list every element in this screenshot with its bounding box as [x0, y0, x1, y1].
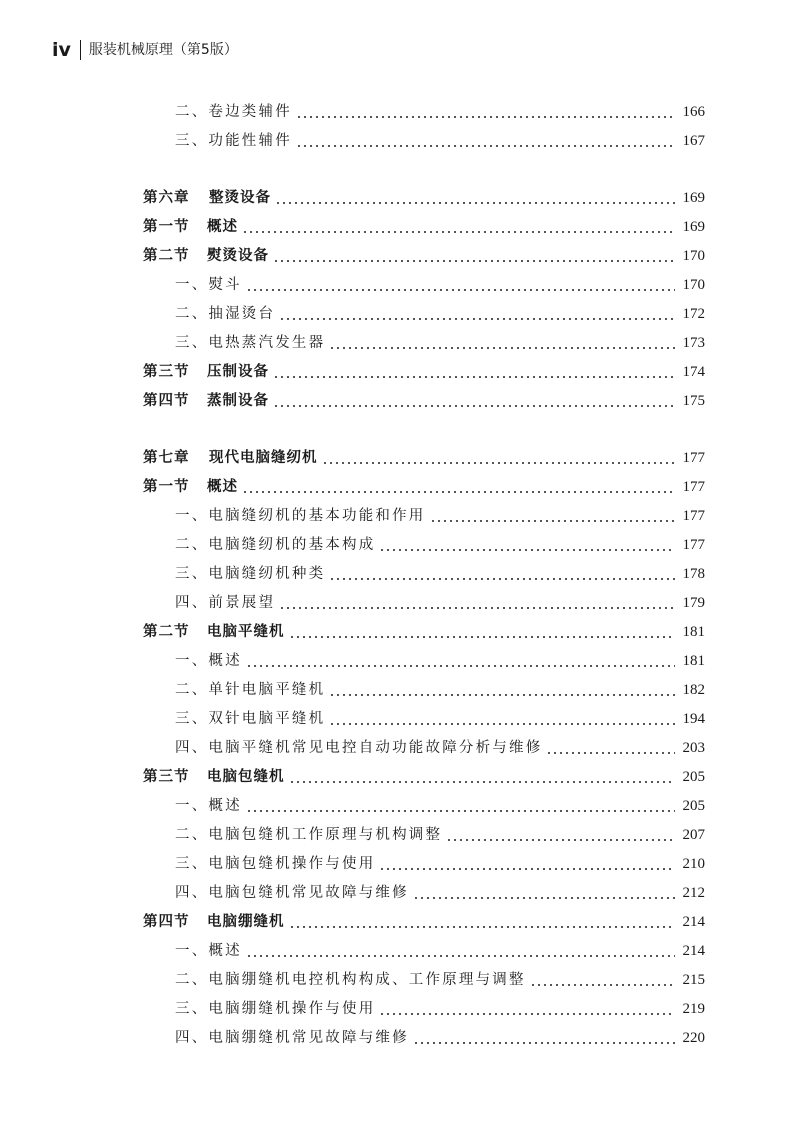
toc-entry-label: 二、电脑绷缝机电控机构构成、工作原理与调整	[175, 972, 526, 988]
dot-leader	[430, 509, 676, 523]
chapter-number: 第七章	[143, 449, 190, 466]
dot-leader	[446, 828, 675, 842]
page-number: iv	[52, 39, 71, 61]
section-title: 熨烫设备	[207, 247, 269, 264]
toc-entry-label: 三、功能性辅件	[175, 133, 292, 149]
dot-leader	[289, 625, 676, 639]
section-number: 第四节	[143, 913, 190, 930]
section-title: 概述	[207, 478, 238, 495]
toc-page-number: 182	[682, 682, 705, 698]
toc-section-entry[interactable]	[143, 388, 705, 414]
dot-leader	[379, 857, 675, 871]
dot-leader	[413, 886, 675, 900]
toc-page-number: 181	[682, 624, 705, 640]
toc-entry-label: 三、双针电脑平缝机	[175, 711, 326, 727]
toc-entry-label: 二、电脑包缝机工作原理与机构调整	[175, 827, 443, 843]
toc-page-number: 177	[682, 450, 705, 466]
toc-entry[interactable]	[175, 330, 705, 356]
toc-entry[interactable]	[175, 793, 705, 819]
chapter-title: 整烫设备	[209, 189, 271, 206]
toc-entry-label: 二、抽湿烫台	[175, 306, 276, 322]
toc-page-number: 207	[682, 827, 705, 843]
toc-entry[interactable]	[175, 1025, 705, 1051]
toc-page-number: 170	[682, 277, 705, 293]
toc-entry-label: 四、电脑包缝机常见故障与维修	[175, 885, 409, 901]
toc-entry-label: 一、概述	[175, 653, 242, 669]
section-title: 概述	[207, 218, 238, 235]
toc-page-number: 179	[682, 595, 705, 611]
toc-page-number: 174	[682, 364, 705, 380]
section-number: 第一节	[143, 478, 190, 495]
dot-leader	[329, 712, 675, 726]
dot-leader	[289, 915, 676, 929]
toc-entry[interactable]	[175, 880, 705, 906]
toc-page-number: 177	[682, 537, 705, 553]
section-number: 第三节	[143, 363, 190, 380]
dot-leader	[273, 365, 675, 379]
toc-section-entry[interactable]	[143, 619, 705, 645]
dot-leader	[289, 770, 676, 784]
toc-section-entry[interactable]	[143, 359, 705, 385]
toc-entry[interactable]	[175, 532, 705, 558]
toc-entry-label: 四、电脑平缝机常见电控自动功能故障分析与维修	[175, 740, 543, 756]
toc-entry-label: 一、熨斗	[175, 277, 242, 293]
dot-leader	[322, 451, 676, 465]
section-title: 电脑平缝机	[207, 623, 285, 640]
toc-page-number: 170	[682, 248, 705, 264]
dot-leader	[329, 336, 675, 350]
toc-page-number: 167	[682, 133, 705, 149]
toc-page-number: 177	[682, 508, 705, 524]
toc-entry[interactable]	[175, 938, 705, 964]
dot-leader	[296, 105, 675, 119]
section-number: 第二节	[143, 247, 190, 264]
toc-page-number: 178	[682, 566, 705, 582]
section-title: 电脑包缝机	[207, 768, 285, 785]
toc-entry-label: 四、前景展望	[175, 595, 276, 611]
dot-leader	[279, 307, 675, 321]
toc-entry-label: 三、电脑绷缝机操作与使用	[175, 1001, 376, 1017]
section-number: 第三节	[143, 768, 190, 785]
dot-leader	[530, 973, 675, 987]
toc-section-entry[interactable]	[143, 909, 705, 935]
section-title: 蒸制设备	[207, 392, 269, 409]
toc-entry[interactable]	[175, 996, 705, 1022]
toc-entry[interactable]	[175, 503, 705, 529]
toc-entry-label: 三、电脑包缝机操作与使用	[175, 856, 376, 872]
chapter-title: 现代电脑缝纫机	[209, 449, 318, 466]
dot-leader	[296, 134, 675, 148]
toc-entry[interactable]	[175, 272, 705, 298]
section-title: 电脑绷缝机	[207, 913, 285, 930]
section-number: 第一节	[143, 218, 190, 235]
toc-entry[interactable]	[175, 677, 705, 703]
toc-entry[interactable]	[175, 648, 705, 674]
book-title: 服装机械原理（第5版）	[88, 42, 238, 58]
toc-entry-label: 四、电脑绷缝机常见故障与维修	[175, 1030, 409, 1046]
toc-page-number: 169	[682, 190, 705, 206]
toc-entry[interactable]	[175, 561, 705, 587]
toc-entry[interactable]	[175, 706, 705, 732]
toc-entry-label: 一、概述	[175, 943, 242, 959]
toc-section-entry[interactable]	[143, 243, 705, 269]
toc-entry-label: 二、卷边类辅件	[175, 104, 292, 120]
toc-entry-label: 二、电脑缝纫机的基本构成	[175, 537, 376, 553]
toc-page-number: 214	[682, 943, 705, 959]
toc-entry[interactable]	[175, 128, 705, 154]
toc-page-number: 210	[682, 856, 705, 872]
section-number: 第四节	[143, 392, 190, 409]
toc-page-number: 212	[682, 885, 705, 901]
toc-page-number: 215	[682, 972, 705, 988]
toc-entry[interactable]	[175, 822, 705, 848]
toc-entry-label: 一、概述	[175, 798, 242, 814]
dot-leader	[329, 567, 675, 581]
toc-chapter-entry[interactable]	[143, 185, 705, 211]
toc-entry[interactable]	[175, 99, 705, 125]
dot-leader	[279, 596, 675, 610]
toc-entry-label: 一、电脑缝纫机的基本功能和作用	[175, 508, 426, 524]
dot-leader	[329, 683, 675, 697]
toc-section-entry[interactable]	[143, 214, 705, 240]
toc-chapter-entry[interactable]	[143, 445, 705, 471]
dot-leader	[273, 249, 675, 263]
toc-section-entry[interactable]	[143, 764, 705, 790]
dot-leader	[379, 538, 675, 552]
toc-entry[interactable]	[175, 851, 705, 877]
toc-page-number: 175	[682, 393, 705, 409]
toc-entry-label: 二、单针电脑平缝机	[175, 682, 326, 698]
toc-entry[interactable]	[175, 301, 705, 327]
toc-entry-label: 三、电热蒸汽发生器	[175, 335, 326, 351]
dot-leader	[246, 654, 675, 668]
dot-leader	[246, 799, 675, 813]
toc-page-number: 169	[682, 219, 705, 235]
toc-entry[interactable]	[175, 967, 705, 993]
dot-leader	[246, 944, 675, 958]
toc-page-number: 214	[682, 914, 705, 930]
toc-page-number: 173	[682, 335, 705, 351]
toc-page-number: 177	[682, 479, 705, 495]
toc-page-number: 219	[682, 1001, 705, 1017]
toc-page-number: 172	[682, 306, 705, 322]
toc-page-number: 205	[682, 798, 705, 814]
toc-page-number: 220	[682, 1030, 705, 1046]
dot-leader	[413, 1031, 675, 1045]
toc-page-number: 203	[682, 740, 705, 756]
toc-entry[interactable]	[175, 590, 705, 616]
dot-leader	[242, 220, 675, 234]
section-number: 第二节	[143, 623, 190, 640]
section-title: 压制设备	[207, 363, 269, 380]
dot-leader	[242, 480, 675, 494]
toc-entry[interactable]	[175, 735, 705, 761]
dot-leader	[273, 394, 675, 408]
dot-leader	[275, 191, 675, 205]
toc-page-number: 166	[682, 104, 705, 120]
dot-leader	[546, 741, 675, 755]
toc-page-number: 205	[682, 769, 705, 785]
dot-leader	[246, 278, 675, 292]
toc-section-entry[interactable]	[143, 474, 705, 500]
toc-entry-label: 三、电脑缝纫机种类	[175, 566, 326, 582]
dot-leader	[379, 1002, 675, 1016]
chapter-number: 第六章	[143, 189, 190, 206]
toc-page-number: 181	[682, 653, 705, 669]
toc-page-number: 194	[682, 711, 705, 727]
